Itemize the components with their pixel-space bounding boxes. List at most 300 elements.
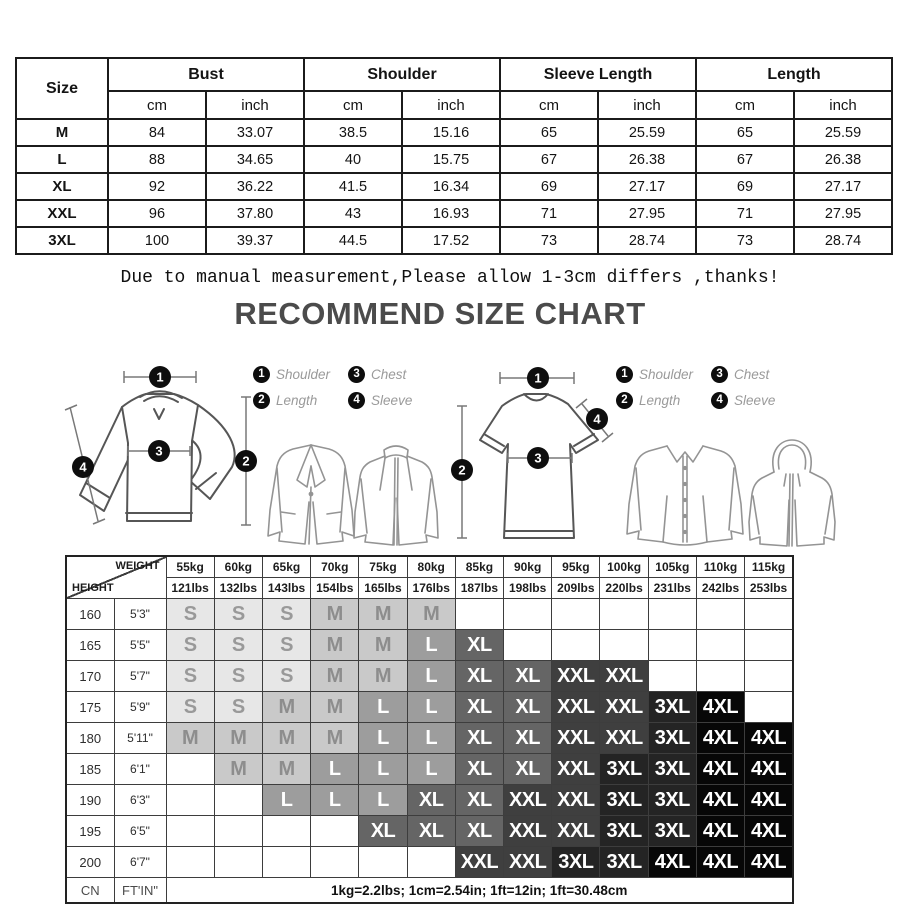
recommended-size-cell: XL — [504, 754, 552, 785]
legend-item — [711, 366, 775, 383]
recommend-row — [66, 847, 793, 878]
measurement-value: 25.59 — [598, 119, 696, 146]
size-table-header-row — [16, 58, 892, 91]
marker-badge — [148, 440, 170, 462]
measure-group-header: Length — [696, 58, 892, 91]
height-ftin-label: 5'5" — [114, 630, 166, 661]
legend-label: Chest — [734, 367, 770, 382]
recommended-size-cell: XXL — [552, 661, 600, 692]
marker-badge: 3 — [348, 366, 365, 383]
measurement-value: 67 — [500, 146, 598, 173]
recommended-size-cell: 4XL — [745, 816, 793, 847]
measurement-value: 26.38 — [794, 146, 892, 173]
empty-size-cell — [696, 661, 744, 692]
measurement-diagrams — [0, 352, 900, 552]
size-table-row — [16, 227, 892, 254]
size-label: 3XL — [16, 227, 108, 254]
empty-size-cell — [745, 599, 793, 630]
recommend-row — [66, 630, 793, 661]
measurement-value: 16.93 — [402, 200, 500, 227]
marker-badge — [149, 366, 171, 388]
recommend-size-table — [65, 555, 794, 904]
legend-item — [348, 366, 412, 383]
height-ftin-label: 6'7" — [114, 847, 166, 878]
recommended-size-cell: XXL — [504, 785, 552, 816]
recommended-size-cell: M — [262, 692, 310, 723]
unit-header-cm: cm — [108, 91, 206, 119]
weight-kg-header: 55kg — [166, 556, 214, 578]
recommend-row — [66, 692, 793, 723]
marker-badge — [235, 450, 257, 472]
empty-size-cell — [166, 847, 214, 878]
height-cm-label: 195 — [66, 816, 114, 847]
legend-item — [616, 366, 693, 383]
measurement-value: 15.75 — [402, 146, 500, 173]
weight-lbs-header: 187lbs — [455, 578, 503, 599]
measurement-value: 15.16 — [402, 119, 500, 146]
weight-kg-header: 80kg — [407, 556, 455, 578]
recommended-size-cell: XL — [455, 754, 503, 785]
recommended-size-cell: XL — [455, 661, 503, 692]
empty-size-cell — [552, 599, 600, 630]
recommended-size-cell: XXL — [552, 754, 600, 785]
size-table-row — [16, 200, 892, 227]
marker-badge: 1 — [253, 366, 270, 383]
height-ftin-label: 5'3" — [114, 599, 166, 630]
height-cm-label: 165 — [66, 630, 114, 661]
marker-badge: 3 — [711, 366, 728, 383]
svg-text:3: 3 — [155, 443, 163, 459]
recommended-size-cell: S — [166, 692, 214, 723]
legend-label: Length — [639, 393, 681, 408]
cn-unit-label: CN — [66, 878, 114, 904]
recommended-size-cell: S — [166, 630, 214, 661]
empty-size-cell — [311, 847, 359, 878]
recommended-size-cell: S — [214, 630, 262, 661]
measurement-value: 27.17 — [598, 173, 696, 200]
legend-label: Shoulder — [276, 367, 331, 382]
recommended-size-cell: XL — [407, 816, 455, 847]
recommended-size-cell: 3XL — [648, 692, 696, 723]
weight-kg-header: 75kg — [359, 556, 407, 578]
empty-size-cell — [648, 661, 696, 692]
size-table-row — [16, 119, 892, 146]
measurement-value: 65 — [500, 119, 598, 146]
weight-lbs-header: 209lbs — [552, 578, 600, 599]
empty-size-cell — [311, 816, 359, 847]
recommended-size-cell: XXL — [552, 816, 600, 847]
empty-size-cell — [504, 599, 552, 630]
height-ftin-label: 5'7" — [114, 661, 166, 692]
size-table-row — [16, 146, 892, 173]
weight-lbs-header: 143lbs — [262, 578, 310, 599]
weight-lbs-header: 198lbs — [504, 578, 552, 599]
legend-item — [253, 366, 330, 383]
recommended-size-cell: XXL — [455, 847, 503, 878]
recommended-size-cell: XL — [359, 816, 407, 847]
height-cm-label: 185 — [66, 754, 114, 785]
measurement-value: 28.74 — [794, 227, 892, 254]
marker-badge — [72, 456, 94, 478]
recommended-size-cell: 4XL — [696, 723, 744, 754]
recommended-size-cell: M — [214, 723, 262, 754]
measurement-value: 73 — [696, 227, 794, 254]
empty-size-cell — [600, 630, 648, 661]
recommend-row — [66, 785, 793, 816]
svg-text:2: 2 — [242, 453, 250, 469]
recommended-size-cell: XXL — [504, 816, 552, 847]
height-ftin-label: 6'5" — [114, 816, 166, 847]
empty-size-cell — [214, 847, 262, 878]
button-shirt-icon — [625, 438, 745, 546]
recommended-size-cell: XXL — [600, 692, 648, 723]
recommended-size-cell: L — [311, 754, 359, 785]
empty-size-cell — [166, 816, 214, 847]
recommended-size-cell: M — [262, 754, 310, 785]
recommended-size-cell: XL — [504, 661, 552, 692]
recommend-row — [66, 816, 793, 847]
size-label: XXL — [16, 200, 108, 227]
measurement-value: 67 — [696, 146, 794, 173]
recommended-size-cell: S — [214, 661, 262, 692]
recommended-size-cell: M — [359, 599, 407, 630]
size-table-units-row — [16, 91, 892, 119]
recommend-row — [66, 599, 793, 630]
recommended-size-cell: XL — [504, 723, 552, 754]
recommended-size-cell: 4XL — [648, 847, 696, 878]
unit-header-inch: inch — [402, 91, 500, 119]
height-cm-label: 175 — [66, 692, 114, 723]
measurement-value: 33.07 — [206, 119, 304, 146]
measure-group-header: Sleeve Length — [500, 58, 696, 91]
recommended-size-cell: L — [359, 692, 407, 723]
measure-group-header: Shoulder — [304, 58, 500, 91]
marker-badge: 4 — [711, 392, 728, 409]
unit-header-cm: cm — [500, 91, 598, 119]
zip-jacket-icon — [350, 438, 442, 548]
empty-size-cell — [745, 692, 793, 723]
recommended-size-cell: 3XL — [600, 785, 648, 816]
recommended-size-cell: L — [262, 785, 310, 816]
unit-header-inch: inch — [206, 91, 304, 119]
recommended-size-cell: XL — [455, 692, 503, 723]
measurement-value: 96 — [108, 200, 206, 227]
empty-size-cell — [648, 630, 696, 661]
recommended-size-cell: L — [407, 723, 455, 754]
recommended-size-cell: XL — [455, 785, 503, 816]
recommended-size-cell: 4XL — [696, 692, 744, 723]
tshirt-diagram — [440, 352, 635, 547]
recommend-table-foot — [66, 878, 793, 904]
measurement-value: 71 — [696, 200, 794, 227]
recommended-size-cell: XL — [455, 816, 503, 847]
weight-kg-header: 70kg — [311, 556, 359, 578]
empty-size-cell — [214, 785, 262, 816]
measurement-value: 38.5 — [304, 119, 402, 146]
height-ftin-label: 5'11" — [114, 723, 166, 754]
weight-lbs-header: 176lbs — [407, 578, 455, 599]
empty-size-cell — [552, 630, 600, 661]
weight-lbs-header: 253lbs — [745, 578, 793, 599]
empty-size-cell — [359, 847, 407, 878]
recommended-size-cell: L — [359, 754, 407, 785]
marker-badge — [527, 447, 549, 469]
size-label: XL — [16, 173, 108, 200]
height-ftin-label: 6'1" — [114, 754, 166, 785]
measurement-value: 71 — [500, 200, 598, 227]
recommend-chart-title: RECOMMEND SIZE CHART — [234, 296, 646, 331]
recommended-size-cell: 4XL — [745, 723, 793, 754]
legend-label: Shoulder — [639, 367, 694, 382]
recommended-size-cell: S — [166, 661, 214, 692]
recommended-size-cell: L — [407, 661, 455, 692]
svg-text:4: 4 — [593, 411, 601, 427]
measurement-value: 73 — [500, 227, 598, 254]
recommended-size-cell: XXL — [552, 692, 600, 723]
size-label: L — [16, 146, 108, 173]
weight-lbs-header: 132lbs — [214, 578, 262, 599]
unit-header-inch: inch — [794, 91, 892, 119]
legend-item — [253, 392, 330, 409]
recommended-size-cell: L — [407, 692, 455, 723]
longsleeve-shirt-diagram — [60, 355, 260, 545]
measurement-value: 17.52 — [402, 227, 500, 254]
recommended-size-cell: XL — [455, 723, 503, 754]
recommended-size-cell: M — [166, 723, 214, 754]
recommended-size-cell: XXL — [504, 847, 552, 878]
recommend-row — [66, 754, 793, 785]
weight-kg-header: 60kg — [214, 556, 262, 578]
marker-badge: 2 — [253, 392, 270, 409]
size-table-body — [16, 119, 892, 254]
empty-size-cell — [745, 630, 793, 661]
units-footer-row — [66, 878, 793, 904]
size-label: M — [16, 119, 108, 146]
measurement-value: 16.34 — [402, 173, 500, 200]
recommended-size-cell: S — [214, 692, 262, 723]
hoodie-icon — [745, 436, 840, 548]
weight-kg-header: 115kg — [745, 556, 793, 578]
recommended-size-cell: XL — [504, 692, 552, 723]
size-table-row — [16, 173, 892, 200]
recommended-size-cell: L — [359, 723, 407, 754]
recommended-size-cell: S — [166, 599, 214, 630]
weight-lbs-header: 154lbs — [311, 578, 359, 599]
measurement-value: 84 — [108, 119, 206, 146]
weight-kg-header: 110kg — [696, 556, 744, 578]
size-column-header: Size — [16, 58, 108, 119]
empty-size-cell — [407, 847, 455, 878]
measurement-note: Due to manual measurement,Please allow 1-3cm differs ,thanks! — [120, 268, 780, 288]
measurement-value: 25.59 — [794, 119, 892, 146]
recommended-size-cell: XXL — [600, 723, 648, 754]
recommended-size-cell: 3XL — [600, 847, 648, 878]
recommended-size-cell: L — [407, 630, 455, 661]
measurement-value: 43 — [304, 200, 402, 227]
height-ftin-label: 5'9" — [114, 692, 166, 723]
height-cm-label: 190 — [66, 785, 114, 816]
weight-kg-header: 95kg — [552, 556, 600, 578]
measurement-value: 92 — [108, 173, 206, 200]
recommended-size-cell: XL — [407, 785, 455, 816]
weight-lbs-header: 165lbs — [359, 578, 407, 599]
weight-kg-header: 100kg — [600, 556, 648, 578]
measurement-value: 88 — [108, 146, 206, 173]
legend-label: Length — [276, 393, 318, 408]
measure-legend-left — [253, 366, 412, 409]
legend-label: Sleeve — [371, 393, 413, 408]
recommended-size-cell: S — [262, 599, 310, 630]
recommended-size-cell: 4XL — [696, 754, 744, 785]
weight-axis-label: WEIGHT — [115, 560, 160, 572]
weight-lbs-header: 242lbs — [696, 578, 744, 599]
empty-size-cell — [455, 599, 503, 630]
measurement-value: 40 — [304, 146, 402, 173]
marker-badge — [451, 459, 473, 481]
empty-size-cell — [166, 785, 214, 816]
weight-lbs-header: 231lbs — [648, 578, 696, 599]
height-cm-label: 200 — [66, 847, 114, 878]
weight-lbs-row — [66, 578, 793, 599]
recommended-size-cell: 3XL — [600, 754, 648, 785]
recommended-size-cell: M — [214, 754, 262, 785]
measurement-value: 41.5 — [304, 173, 402, 200]
recommended-size-cell: 3XL — [648, 816, 696, 847]
recommended-size-cell: 4XL — [696, 785, 744, 816]
recommended-size-cell: M — [359, 661, 407, 692]
measurement-value: 39.37 — [206, 227, 304, 254]
recommended-size-cell: M — [311, 692, 359, 723]
weight-kg-header: 65kg — [262, 556, 310, 578]
measurement-value: 28.74 — [598, 227, 696, 254]
height-cm-label: 170 — [66, 661, 114, 692]
height-cm-label: 180 — [66, 723, 114, 754]
measurement-value: 27.95 — [794, 200, 892, 227]
unit-header-cm: cm — [304, 91, 402, 119]
recommend-table-head — [66, 556, 793, 599]
recommended-size-cell: M — [262, 723, 310, 754]
svg-text:1: 1 — [534, 370, 542, 386]
marker-badge — [527, 367, 549, 389]
height-cm-label: 160 — [66, 599, 114, 630]
height-ftin-label: 6'3" — [114, 785, 166, 816]
measurement-value: 65 — [696, 119, 794, 146]
blazer-icon — [265, 440, 357, 547]
empty-size-cell — [262, 816, 310, 847]
marker-badge — [586, 408, 608, 430]
svg-text:3: 3 — [534, 450, 542, 466]
recommended-size-cell: 3XL — [648, 723, 696, 754]
recommended-size-cell: S — [214, 599, 262, 630]
unit-header-cm: cm — [696, 91, 794, 119]
recommended-size-cell: 3XL — [600, 816, 648, 847]
recommended-size-cell: M — [311, 599, 359, 630]
measurement-value: 37.80 — [206, 200, 304, 227]
recommended-size-cell: XL — [455, 630, 503, 661]
weight-height-corner — [66, 556, 166, 599]
recommended-size-cell: L — [311, 785, 359, 816]
weight-header-row — [66, 556, 793, 578]
recommended-size-cell: 4XL — [696, 816, 744, 847]
marker-badge: 1 — [616, 366, 633, 383]
height-axis-label: HEIGHT — [72, 582, 114, 594]
recommended-size-cell: L — [407, 754, 455, 785]
legend-item — [711, 392, 775, 409]
weight-kg-header: 105kg — [648, 556, 696, 578]
legend-item — [348, 392, 412, 409]
empty-size-cell — [214, 816, 262, 847]
recommend-table-body — [66, 599, 793, 878]
measurement-value: 69 — [696, 173, 794, 200]
legend-item — [616, 392, 693, 409]
recommended-size-cell: S — [262, 630, 310, 661]
marker-badge: 4 — [348, 392, 365, 409]
weight-kg-header: 90kg — [504, 556, 552, 578]
weight-lbs-header: 220lbs — [600, 578, 648, 599]
recommended-size-cell: 3XL — [648, 785, 696, 816]
recommended-size-cell: M — [311, 630, 359, 661]
recommend-row — [66, 723, 793, 754]
recommended-size-cell: 3XL — [648, 754, 696, 785]
recommended-size-cell: M — [407, 599, 455, 630]
recommended-size-cell: M — [359, 630, 407, 661]
recommended-size-cell: 4XL — [696, 847, 744, 878]
svg-text:4: 4 — [79, 459, 87, 475]
recommended-size-cell: XXL — [552, 723, 600, 754]
recommended-size-cell: M — [311, 661, 359, 692]
legend-label: Chest — [371, 367, 407, 382]
weight-kg-header: 85kg — [455, 556, 503, 578]
measurement-value: 26.38 — [598, 146, 696, 173]
empty-size-cell — [696, 630, 744, 661]
measurement-value: 27.17 — [794, 173, 892, 200]
measure-legend-right — [616, 366, 775, 409]
measure-group-header: Bust — [108, 58, 304, 91]
empty-size-cell — [648, 599, 696, 630]
svg-text:1: 1 — [156, 369, 164, 385]
conversion-note: 1kg=2.2lbs; 1cm=2.54in; 1ft=12in; 1ft=30.48cm — [166, 878, 793, 904]
empty-size-cell — [504, 630, 552, 661]
recommended-size-cell: L — [359, 785, 407, 816]
recommend-row — [66, 661, 793, 692]
recommended-size-cell: XXL — [600, 661, 648, 692]
unit-header-inch: inch — [598, 91, 696, 119]
legend-label: Sleeve — [734, 393, 776, 408]
recommended-size-cell: 4XL — [745, 785, 793, 816]
empty-size-cell — [745, 661, 793, 692]
svg-text:2: 2 — [458, 462, 466, 478]
product-size-table — [15, 57, 893, 255]
empty-size-cell — [262, 847, 310, 878]
recommended-size-cell: 3XL — [552, 847, 600, 878]
recommended-size-cell: 4XL — [745, 847, 793, 878]
weight-lbs-header: 121lbs — [166, 578, 214, 599]
measurement-value: 69 — [500, 173, 598, 200]
measurement-value: 34.65 — [206, 146, 304, 173]
size-table-head — [16, 58, 892, 119]
recommended-size-cell: S — [262, 661, 310, 692]
recommended-size-cell: XXL — [552, 785, 600, 816]
measurement-value: 100 — [108, 227, 206, 254]
recommended-size-cell: M — [311, 723, 359, 754]
measurement-value: 44.5 — [304, 227, 402, 254]
empty-size-cell — [696, 599, 744, 630]
ftin-unit-label: FT'IN" — [114, 878, 166, 904]
empty-size-cell — [600, 599, 648, 630]
recommended-size-cell: 4XL — [745, 754, 793, 785]
empty-size-cell — [166, 754, 214, 785]
marker-badge: 2 — [616, 392, 633, 409]
